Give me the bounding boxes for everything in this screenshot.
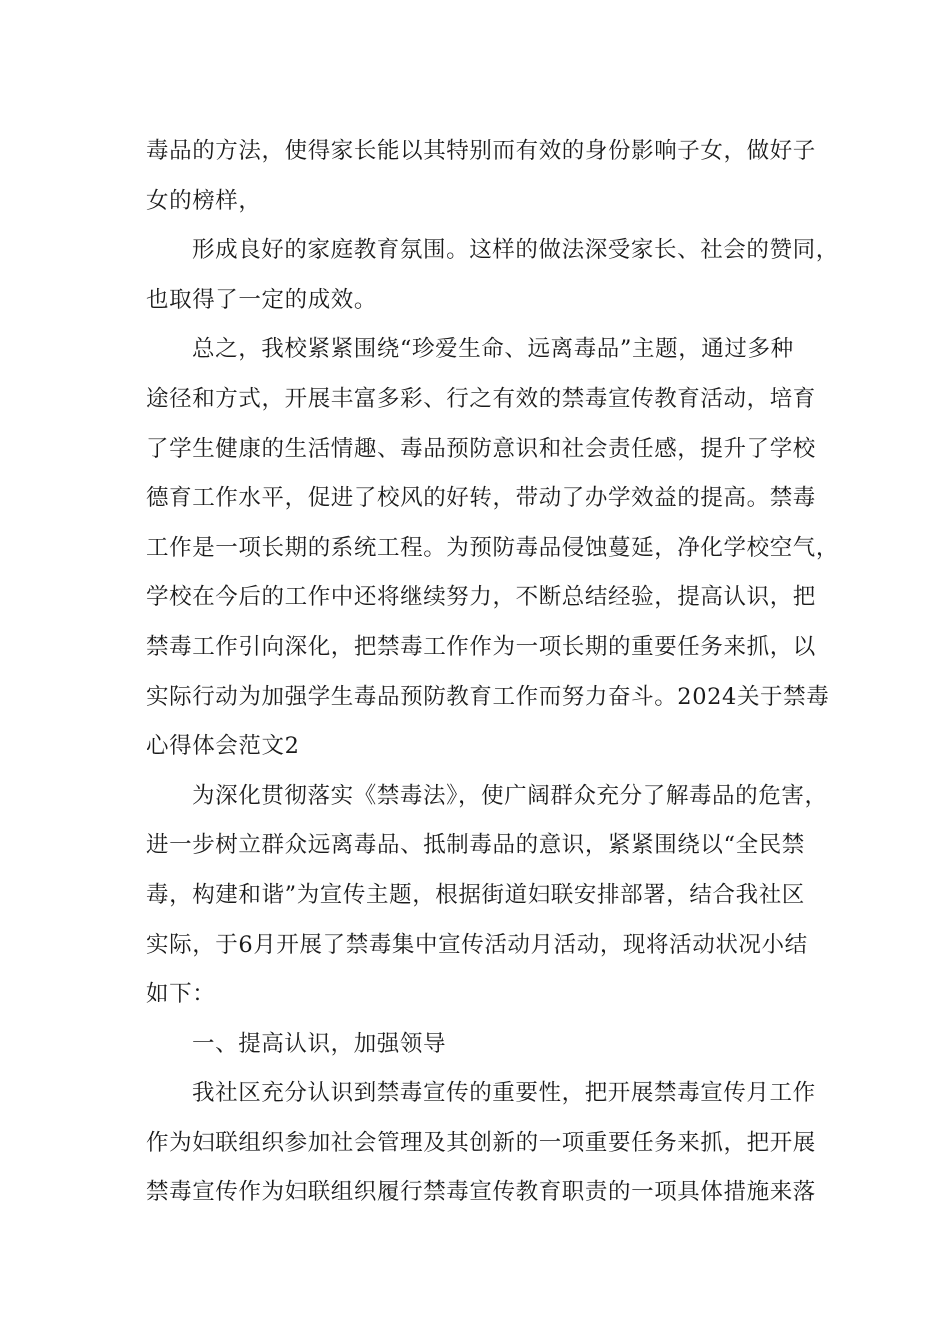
text-line: 工作是一项长期的系统工程。为预防毒品侵蚀蔓延，净化学校空气，: [146, 534, 840, 561]
paragraph-start-line: 为深化贯彻落实《禁毒法》，使广阔群众充分了解毒品的危害，: [192, 782, 828, 809]
section-heading: 一、提高认识，加强领导: [192, 1030, 447, 1057]
paragraph-start-line: 总之，我校紧紧围绕“珍爱生命、远离毒品”主题，通过多种: [192, 336, 794, 363]
text-line: 实际行动为加强学生毒品预防教育工作而努力奋斗。2024关于禁毒: [146, 683, 830, 710]
paragraph-start-line: 我社区充分认识到禁毒宣传的重要性，把开展禁毒宣传月工作: [192, 1080, 816, 1107]
text-line: 禁毒宣传作为妇联组织履行禁毒宣传教育职责的一项具体措施来落: [146, 1179, 816, 1206]
text-line: 实际，于6月开展了禁毒集中宣传活动月活动，现将活动状况小结: [146, 931, 808, 958]
text-line: 作为妇联组织参加社会管理及其创新的一项重要任务来抓，把开展: [146, 1129, 816, 1156]
text-line: 学校在今后的工作中还将继续努力，不断总结经验，提高认识，把: [146, 584, 816, 611]
text-line: 也取得了一定的成效。: [146, 286, 378, 313]
document-body: [146, 127, 840, 1218]
paragraph-start-line: 形成良好的家庭教育氛围。这样的做法深受家长、社会的赞同，: [192, 237, 839, 264]
text-line: 心得体会范文2: [146, 733, 300, 760]
text-line: 毒品的方法，使得家长能以其特别而有效的身份影响子女，做好子: [146, 138, 816, 164]
text-line: 如下：: [146, 981, 216, 1008]
text-line: 禁毒工作引向深化，把禁毒工作作为一项长期的重要任务来抓，以: [146, 633, 816, 660]
text-line: 了学生健康的生活情趣、毒品预防意识和社会责任感，提升了学校: [146, 435, 816, 462]
text-line: 进一步树立群众远离毒品、抵制毒品的意识，紧紧围绕以“全民禁: [146, 832, 805, 859]
text-line: 女的榜样，: [146, 187, 262, 214]
text-line: 毒，构建和谐”为宣传主题，根据街道妇联安排部署，结合我社区: [146, 881, 805, 908]
text-line: 德育工作水平，促进了校风的好转，带动了办学效益的提高。禁毒: [146, 485, 816, 512]
text-line: 途径和方式，开展丰富多彩、行之有效的禁毒宣传教育活动，培育: [146, 385, 816, 412]
